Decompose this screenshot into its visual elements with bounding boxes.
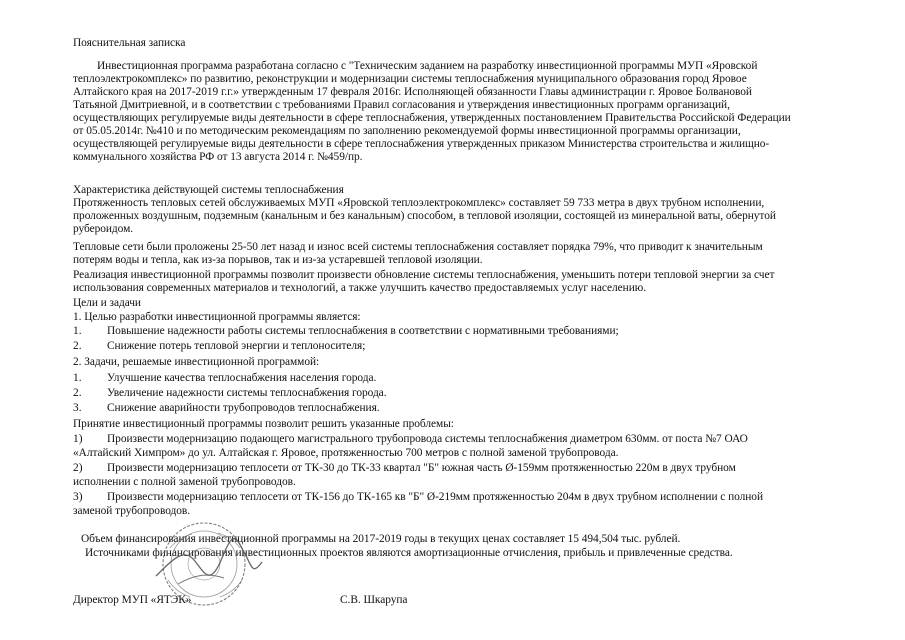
task-item-text: Увеличение надежности системы теплоснабжения города. [107, 387, 387, 399]
intro-line: осуществляющей регулируемые виды деятельности в сфере теплоснабжения утвержденных приказом Министерства строительства и жилищно- [73, 138, 770, 150]
characteristic-line: Тепловые сети были проложены 25-50 лет назад и износ всей системы теплоснабжения составляет порядка 79%, что приводит к значительным [73, 241, 763, 253]
task-item-text: Снижение аварийности трубопроводов теплоснабжения. [107, 402, 380, 414]
goal-intro: 1. Целью разработки инвестиционной программы является: [73, 311, 361, 323]
task-item-text: Улучшение качества теплоснабжения населения города. [107, 372, 377, 384]
problem-item-text: заменой трубопроводов. [73, 505, 191, 517]
task-intro: 2. Задачи, решаемые инвестиционной программой: [73, 356, 320, 368]
characteristic-heading: Характеристика действующей системы теплоснабжения [73, 184, 344, 196]
problem-item-number: 3) [73, 491, 83, 503]
problem-item-text: Произвести модернизацию теплосети от ТК-30 до ТК-33 квартал "Б" южная часть Ø-159мм протяженностью 220м в двух трубном [107, 462, 736, 474]
intro-line: Алтайского края на 2017-2019 г.г.» утвержденным 17 февраля 2016г. Исполняющей обязанности Главы администрации г. Яровое Болвановой [73, 86, 752, 98]
problem-item-text: исполнении с полной заменой трубопроводов. [73, 476, 296, 488]
problem-item-text: Произвести модернизацию теплосети от ТК-156 до ТК-165 кв "Б" Ø-219мм протяженностью 204м в двух трубном исполнении с полной [107, 491, 763, 503]
problem-item-number: 2) [73, 462, 83, 474]
problem-item-text: «Алтайский Химпром» до ул. Алтайская г. Яровое, протяженностью 700 метров с полной заменой трубопровода. [73, 447, 619, 459]
signature-position: Директор МУП «ЯТЭК» [73, 594, 192, 606]
signature-name: С.В. Шкарупа [340, 594, 408, 606]
characteristic-line: Протяженность тепловых сетей обслуживаемых МУП «Яровской теплоэлектрокомплекс» составляет 59 733 метра в двух трубном исполнении, [73, 197, 765, 209]
goals-heading: Цели и задачи [73, 297, 141, 309]
document-title: Пояснительная записка [73, 37, 186, 49]
task-item-number: 2. [73, 387, 82, 399]
problem-item-text: Произвести модернизацию подающего магистрального трубопровода системы теплоснабжения диаметром 630мм. от поста №7 ОАО [107, 433, 748, 445]
intro-line: Инвестиционная программа разработана согласно с "Техническим заданием на разработку инвестиционной программы МУП «Яровской [97, 60, 758, 72]
goal-item-number: 1. [73, 325, 82, 337]
financing-line: Объем финансирования инвестиционной программы на 2017-2019 годы в текущих ценах составляет 15 494,504 тыс. рублей. [81, 533, 681, 545]
characteristic-line: использования современных материалов и технологий, а также улучшить качество предоставляемых услуг населению. [73, 282, 647, 294]
intro-line: Татьяной Дмитриевной, и в соответствии с требованиями Правил согласования и утверждения инвестиционных программ организаций, [73, 99, 730, 111]
characteristic-line: потерям воды и тепла, как из-за порывов, так и из-за устаревшей тепловой изоляции. [73, 254, 483, 266]
problem-item-number: 1) [73, 433, 83, 445]
characteristic-line: рубероидом. [73, 223, 134, 235]
problems-intro: Принятие инвестиционный программы позволит решить указанные проблемы: [73, 418, 454, 430]
financing-line: Источниками финансирования инвестиционных проектов являются амортизационные отчисления, прибыль и привлеченные средства. [85, 547, 733, 559]
intro-line: от 05.05.2014г. №410 и по методическим рекомендациям по заполнению рекомендуемой формы инвестиционной программы организации, [73, 125, 741, 137]
goal-item-number: 2. [73, 340, 82, 352]
intro-line: коммунального хозяйства РФ от 13 августа 2014 г. №459/пр. [73, 151, 363, 163]
task-item-number: 3. [73, 402, 82, 414]
intro-line: осуществляющих регулируемые виды деятельности в сфере теплоснабжения, утвержденных постановлением Правительства Российской Федерации [73, 112, 791, 124]
stamp-seal-icon [148, 518, 266, 608]
characteristic-line: Реализация инвестиционной программы позволит произвести обновление системы теплоснабжения, уменьшить потери тепловой энергии за счет [73, 269, 775, 281]
goal-item-text: Повышение надежности работы системы теплоснабжения в соответствии с нормативными требованиями; [107, 325, 619, 337]
goal-item-text: Снижение потерь тепловой энергии и теплоносителя; [107, 340, 366, 352]
characteristic-line: проложенных воздушным, подземным (канальным и без канальным) способом, в тепловой изоляции, состоящей из минеральной ваты, обернутой [73, 210, 776, 222]
intro-line: теплоэлектрокомплекс» по развитию, реконструкции и модернизации системы теплоснабжения муниципального образования город Яровое [73, 73, 747, 85]
task-item-number: 1. [73, 372, 82, 384]
